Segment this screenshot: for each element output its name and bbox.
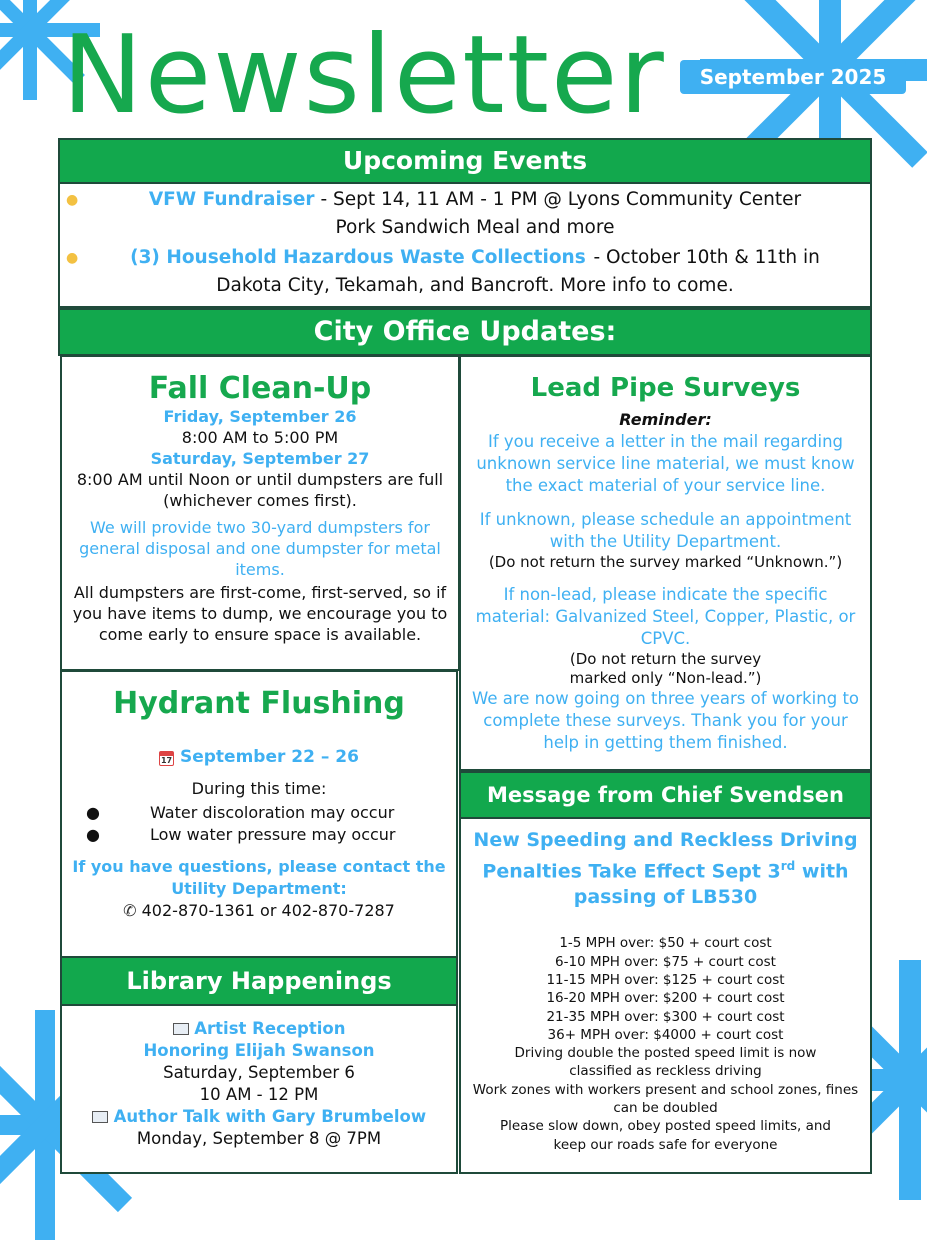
- fall-cleanup-title: Fall Clean-Up: [148, 371, 372, 406]
- bullet-icon: ●: [66, 192, 79, 208]
- lead-pipe-p2-note: (Do not return the survey marked “Unknown.”): [488, 553, 843, 571]
- lead-pipe-p3-note: (Do not return the survey marked only “Non-lead.”): [569, 650, 762, 687]
- penalty-item: 21-35 MPH over: $300 + court cost: [546, 1008, 785, 1025]
- lead-pipe-p1: If you receive a letter in the mail regarding unknown service line material, we must know the exact material of your service line.: [476, 432, 855, 495]
- bullet-icon: ●: [86, 803, 100, 822]
- library-event2-title-text: Author Talk with Gary Brumbelow: [113, 1107, 427, 1126]
- library-header: [60, 956, 458, 1006]
- penalty-item: 36+ MPH over: $4000 + court cost: [547, 1026, 784, 1043]
- penalty-item: 1-5 MPH over: $50 + court cost: [559, 935, 772, 952]
- chief-box: [459, 817, 872, 1174]
- cleanup-dumpsters: We will provide two 30-yard dumpsters for general disposal and one dumpster for metal items.: [79, 518, 441, 579]
- fall-cleanup-box: [60, 355, 460, 671]
- penalty-list: [465, 934, 866, 1154]
- hydrant-box: [60, 670, 458, 958]
- zones-note: Work zones with workers present and school zones, fines can be doubled: [472, 1081, 859, 1116]
- city-office-header: [58, 308, 872, 356]
- hydrant-questions: If you have questions, please contact the Utility Department:: [72, 857, 446, 898]
- chief-subhead-sup: rd: [780, 859, 796, 873]
- lead-pipe-reminder: Reminder:: [619, 410, 712, 429]
- hydrant-bullet-text: Water discoloration may occur: [150, 803, 395, 822]
- library-event1-title: [68, 1018, 450, 1040]
- library-event1-time: 10 AM - 12 PM: [199, 1085, 319, 1104]
- cleanup-time-1: 8:00 AM to 5:00 PM: [181, 428, 339, 447]
- bullet-icon: ●: [86, 825, 100, 844]
- list-item: [70, 824, 448, 846]
- reckless-note: Driving double the posted speed limit is now classified as reckless driving: [514, 1045, 817, 1080]
- lead-pipe-p2: If unknown, please schedule an appointment with the Utility Department.: [479, 510, 852, 551]
- newsletter-title: Newsletter: [62, 13, 666, 138]
- penalty-item: 11-15 MPH over: $125 + court cost: [546, 971, 785, 988]
- calendar-icon: 17: [159, 751, 174, 766]
- hydrant-bullet-text: Low water pressure may occur: [150, 825, 396, 844]
- upcoming-events-title: Upcoming Events: [342, 146, 588, 175]
- event-detail-line2: Pork Sandwich Meal and more: [335, 217, 615, 238]
- cleanup-time-2: 8:00 AM until Noon or until dumpsters are full (whichever comes first).: [76, 470, 444, 510]
- date-badge: September 2025: [680, 60, 906, 94]
- hydrant-during: During this time:: [191, 779, 327, 798]
- cleanup-day-1: Friday, September 26: [163, 407, 357, 426]
- library-event1-title-text: Artist Reception: [194, 1019, 346, 1038]
- lead-pipe-p4: We are now going on three years of working to complete these surveys. Thank you for your help in getting them finished.: [471, 689, 860, 752]
- library-box: [60, 1004, 458, 1174]
- library-event1-date: Saturday, September 6: [163, 1063, 355, 1082]
- penalty-item: 16-20 MPH over: $200 + court cost: [546, 990, 785, 1007]
- hydrant-dates: [70, 746, 448, 768]
- event-highlight: VFW Fundraiser: [148, 189, 315, 210]
- hydrant-dates-text: September 22 – 26: [179, 747, 359, 767]
- event-detail: - October 10th & 11th in: [587, 247, 820, 268]
- hydrant-bullets: [70, 802, 448, 846]
- bullet-icon: ●: [66, 250, 79, 266]
- upcoming-events-header: [58, 138, 872, 184]
- list-item: [70, 802, 448, 824]
- lead-pipe-title: Lead Pipe Surveys: [530, 373, 801, 403]
- event-detail-line2: Dakota City, Tekamah, and Bancroft. More info to come.: [216, 275, 734, 296]
- lead-pipe-p3: If non-lead, please indicate the specific material: Galvanized Steel, Copper, Plastic, or CPVC.: [475, 585, 856, 648]
- hydrant-phones-text: 402-870-1361 or 402-870-7287: [141, 901, 395, 920]
- event-item: [60, 244, 870, 300]
- events-list: [60, 186, 870, 300]
- event-detail: - Sept 14, 11 AM - 1 PM @ Lyons Community Center: [314, 189, 802, 210]
- hydrant-phones: [70, 900, 448, 922]
- cleanup-first-come: All dumpsters are first-come, first-served, so if you have items to dump, we encourage you to come early to ensure space is available.: [72, 583, 448, 644]
- lead-pipe-box: [459, 355, 872, 771]
- book-icon: [92, 1111, 108, 1123]
- upcoming-events-box: [58, 182, 872, 308]
- book-icon: [173, 1023, 189, 1035]
- phone-icon: ✆: [123, 901, 137, 920]
- chief-subhead: [465, 827, 866, 910]
- chief-title: Message from Chief Svendsen: [487, 783, 844, 807]
- library-event1-sub: Honoring Elijah Swanson: [143, 1041, 375, 1060]
- library-title: Library Happenings: [126, 967, 392, 995]
- library-event2-title: [68, 1106, 450, 1128]
- event-item: [60, 186, 870, 242]
- penalty-item: 6-10 MPH over: $75 + court cost: [555, 953, 776, 970]
- city-office-title: City Office Updates:: [313, 316, 617, 347]
- event-highlight: (3) Household Hazardous Waste Collections: [130, 247, 586, 268]
- chief-header: [459, 771, 872, 819]
- cleanup-day-2: Saturday, September 27: [150, 449, 370, 468]
- hydrant-title: Hydrant Flushing: [113, 686, 405, 721]
- chief-subhead-a: New Speeding and Reckless Driving Penalties Take Effect Sept 3: [473, 829, 858, 883]
- library-event2-date: Monday, September 8 @ 7PM: [136, 1129, 382, 1148]
- chief-subhead-b: with passing of LB530: [573, 860, 849, 909]
- closing-note: Please slow down, obey posted speed limits, and keep our roads safe for everyone: [499, 1118, 831, 1153]
